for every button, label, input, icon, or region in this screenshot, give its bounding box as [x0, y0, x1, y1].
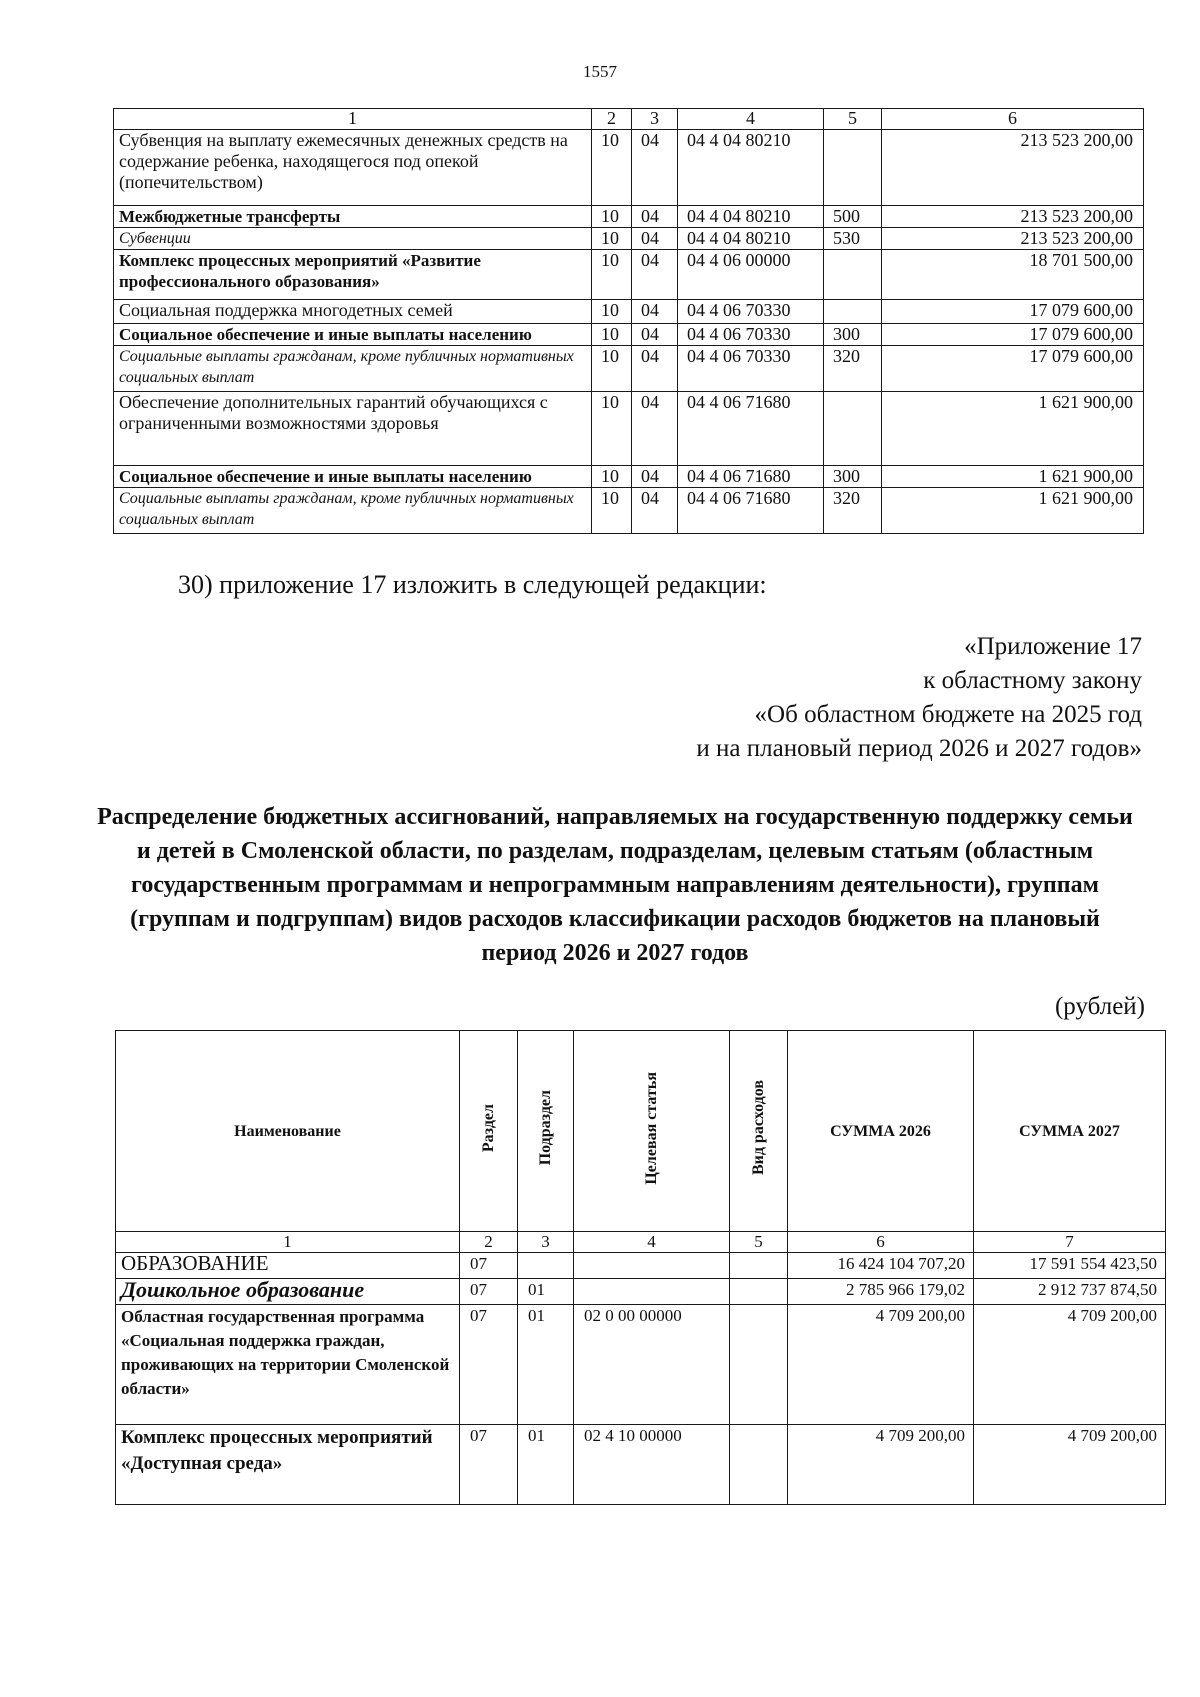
- table-row: [114, 228, 1144, 250]
- appendix-line: «Об областном бюджете на 2025 год: [754, 701, 1142, 728]
- row-razdel: 10: [592, 228, 632, 250]
- header-razdel-label: Раздел: [480, 1103, 497, 1153]
- row-razdel: 10: [592, 346, 632, 392]
- column-number: 1: [116, 1232, 460, 1253]
- row-razdel: 10: [592, 130, 632, 206]
- appendix-line: «Приложение 17: [964, 633, 1142, 660]
- row-name: Социальная поддержка многодетных семей: [114, 300, 592, 324]
- column-number: 4: [574, 1232, 730, 1253]
- row-vid: [730, 1253, 788, 1279]
- column-number: 5: [730, 1232, 788, 1253]
- table-row: [114, 206, 1144, 228]
- row-vid: 530: [824, 228, 882, 250]
- row-razdel: 10: [592, 466, 632, 488]
- header-sum-2027: СУММА 2027: [974, 1031, 1166, 1232]
- row-razdel: 07: [460, 1279, 518, 1305]
- row-vid: [730, 1305, 788, 1425]
- row-name: Социальное обеспечение и иные выплаты населению: [114, 324, 592, 346]
- table-header-row: [114, 109, 1144, 130]
- header-name: Наименование: [116, 1031, 460, 1232]
- row-name: ОБРАЗОВАНИЕ: [116, 1253, 460, 1279]
- row-sum-2026: 16 424 104 707,20: [788, 1253, 974, 1279]
- row-razdel: 10: [592, 392, 632, 466]
- row-podrazdel: 04: [632, 250, 678, 300]
- row-podrazdel: 01: [518, 1279, 574, 1305]
- row-statya: 04 4 06 00000: [678, 250, 824, 300]
- row-podrazdel: 04: [632, 488, 678, 534]
- header-statya-label: Целевая статья: [643, 1071, 660, 1185]
- units-label: (рублей): [1054, 993, 1145, 1020]
- row-statya: 02 4 10 00000: [574, 1425, 730, 1505]
- row-podrazdel: [518, 1253, 574, 1279]
- row-name: Дошкольное образование: [116, 1279, 460, 1305]
- table-row: [114, 130, 1144, 206]
- row-statya: 04 4 04 80210: [678, 130, 824, 206]
- row-sum: 18 701 500,00: [882, 250, 1144, 300]
- row-vid: 320: [824, 346, 882, 392]
- row-sum: 213 523 200,00: [882, 130, 1144, 206]
- column-number: 3: [518, 1232, 574, 1253]
- row-sum-2026: 2 785 966 179,02: [788, 1279, 974, 1305]
- table-row: [114, 324, 1144, 346]
- row-statya: 02 0 00 00000: [574, 1305, 730, 1425]
- row-name: Комплекс процессных мероприятий «Развитие профессионального образования»: [114, 250, 592, 300]
- row-name: Областная государственная программа «Социальная поддержка граждан, проживающих на территории Смоленской области»: [116, 1305, 460, 1425]
- row-podrazdel: 04: [632, 466, 678, 488]
- row-vid: [824, 250, 882, 300]
- column-number: 3: [632, 109, 678, 130]
- row-sum-2027: 2 912 737 874,50: [974, 1279, 1166, 1305]
- row-podrazdel: 04: [632, 324, 678, 346]
- column-number: 2: [592, 109, 632, 130]
- page-number: 1557: [583, 62, 617, 81]
- table-row: [116, 1253, 1166, 1279]
- row-vid: 500: [824, 206, 882, 228]
- row-sum-2027: 17 591 554 423,50: [974, 1253, 1166, 1279]
- row-vid: [730, 1425, 788, 1505]
- row-podrazdel: 04: [632, 228, 678, 250]
- row-podrazdel: 04: [632, 130, 678, 206]
- column-number: 2: [460, 1232, 518, 1253]
- row-statya: 04 4 06 70330: [678, 346, 824, 392]
- row-statya: 04 4 06 70330: [678, 300, 824, 324]
- row-statya: 04 4 06 71680: [678, 466, 824, 488]
- row-sum-2026: 4 709 200,00: [788, 1425, 974, 1505]
- column-number: 5: [824, 109, 882, 130]
- row-razdel: 07: [460, 1425, 518, 1505]
- row-razdel: 10: [592, 324, 632, 346]
- header-razdel: [460, 1031, 518, 1232]
- table-header-row: [116, 1031, 1166, 1232]
- row-name: Комплекс процессных мероприятий «Доступная среда»: [116, 1425, 460, 1505]
- row-statya: 04 4 06 71680: [678, 392, 824, 466]
- row-podrazdel: 04: [632, 346, 678, 392]
- row-sum: 213 523 200,00: [882, 228, 1144, 250]
- appendix-line: к областному закону: [923, 667, 1142, 694]
- row-name: Межбюджетные трансферты: [114, 206, 592, 228]
- column-number: 1: [114, 109, 592, 130]
- row-statya: 04 4 04 80210: [678, 206, 824, 228]
- row-vid: 300: [824, 324, 882, 346]
- appendix-heading: [696, 630, 1142, 766]
- row-podrazdel: 04: [632, 392, 678, 466]
- row-statya: 04 4 06 70330: [678, 324, 824, 346]
- row-podrazdel: 04: [632, 206, 678, 228]
- table-row: [114, 346, 1144, 392]
- row-podrazdel: 01: [518, 1425, 574, 1505]
- header-podrazdel: [518, 1031, 574, 1232]
- table-row: [116, 1425, 1166, 1505]
- row-sum: 17 079 600,00: [882, 324, 1144, 346]
- row-name: Обеспечение дополнительных гарантий обучающихся с ограниченными возможностями здоровья: [114, 392, 592, 466]
- amendment-item: 30) приложение 17 изложить в следующей редакции:: [178, 570, 767, 599]
- header-vid-label: Вид расходов: [750, 1080, 767, 1176]
- table-row: [114, 466, 1144, 488]
- distribution-table: [115, 1030, 1166, 1505]
- row-vid: [824, 392, 882, 466]
- row-name: Субвенции: [114, 228, 592, 250]
- table-row: [116, 1305, 1166, 1425]
- row-name: Социальные выплаты гражданам, кроме публичных нормативных социальных выплат: [114, 488, 592, 534]
- row-razdel: 10: [592, 206, 632, 228]
- column-number: 6: [788, 1232, 974, 1253]
- document-title: Распределение бюджетных ассигнований, направляемых на государственную поддержку семьи и детей в Смоленской области, по разделам, подразделам, целевым статьям (областным государственным программам и непрограммным направлениям деятельности), группам (группам и подгруппам) видов расходов классификации расходов бюджетов на плановый период 2026 и 2027 годов: [97, 804, 1133, 966]
- table-row: [114, 250, 1144, 300]
- table-row: [114, 392, 1144, 466]
- row-razdel: 07: [460, 1253, 518, 1279]
- row-statya: [574, 1253, 730, 1279]
- row-vid: [824, 130, 882, 206]
- table-row: [114, 488, 1144, 534]
- row-sum: 1 621 900,00: [882, 466, 1144, 488]
- row-statya: [574, 1279, 730, 1305]
- row-podrazdel: 04: [632, 300, 678, 324]
- row-razdel: 10: [592, 300, 632, 324]
- row-sum: 1 621 900,00: [882, 392, 1144, 466]
- row-statya: 04 4 06 71680: [678, 488, 824, 534]
- row-vid: 300: [824, 466, 882, 488]
- row-podrazdel: 01: [518, 1305, 574, 1425]
- row-razdel: 10: [592, 250, 632, 300]
- column-number: 7: [974, 1232, 1166, 1253]
- row-name: Субвенция на выплату ежемесячных денежных средств на содержание ребенка, находящегося под опекой (попечительством): [114, 130, 592, 206]
- column-number: 4: [678, 109, 824, 130]
- header-vid: [730, 1031, 788, 1232]
- row-sum-2027: 4 709 200,00: [974, 1305, 1166, 1425]
- row-vid: [730, 1279, 788, 1305]
- row-razdel: 07: [460, 1305, 518, 1425]
- column-numbers-row: [116, 1232, 1166, 1253]
- row-name: Социальное обеспечение и иные выплаты населению: [114, 466, 592, 488]
- row-razdel: 10: [592, 488, 632, 534]
- row-sum-2027: 4 709 200,00: [974, 1425, 1166, 1505]
- header-sum-2026: СУММА 2026: [788, 1031, 974, 1232]
- row-vid: 320: [824, 488, 882, 534]
- row-name: Социальные выплаты гражданам, кроме публичных нормативных социальных выплат: [114, 346, 592, 392]
- row-vid: [824, 300, 882, 324]
- row-sum: 1 621 900,00: [882, 488, 1144, 534]
- column-number: 6: [882, 109, 1144, 130]
- header-podrazdel-label: Подраздел: [537, 1090, 554, 1166]
- row-sum: 17 079 600,00: [882, 300, 1144, 324]
- row-sum: 213 523 200,00: [882, 206, 1144, 228]
- row-statya: 04 4 04 80210: [678, 228, 824, 250]
- row-sum: 17 079 600,00: [882, 346, 1144, 392]
- table-row: [116, 1279, 1166, 1305]
- row-sum-2026: 4 709 200,00: [788, 1305, 974, 1425]
- header-statya: [574, 1031, 730, 1232]
- table-row: [114, 300, 1144, 324]
- appendix-line: и на плановый период 2026 и 2027 годов»: [696, 735, 1142, 762]
- continuation-table: [113, 108, 1144, 534]
